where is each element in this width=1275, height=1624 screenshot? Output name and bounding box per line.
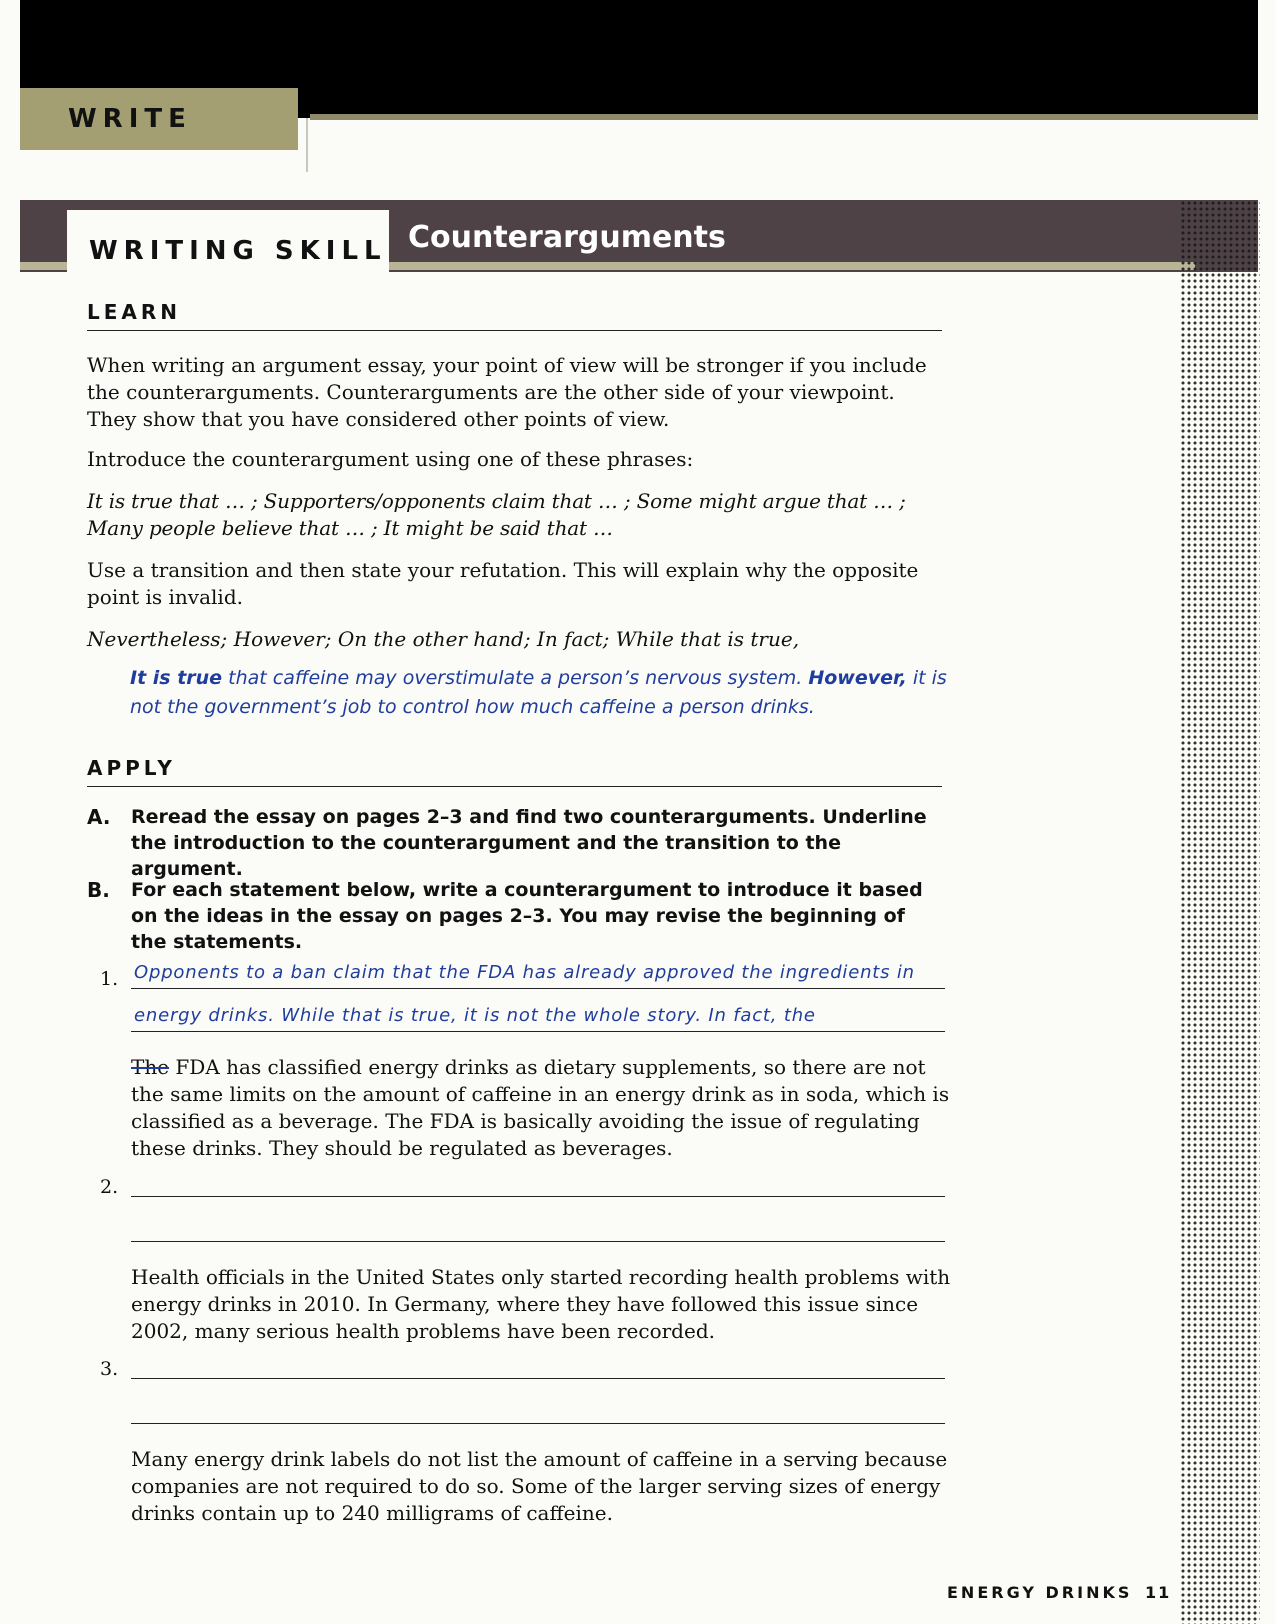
answer-line[interactable] xyxy=(131,1423,945,1424)
item-number: 2. xyxy=(100,1176,119,1198)
statement-3: Many energy drink labels do not list the amount of caffeine in a serving because companies are not required to do so. Some of the larger serving sizes of energy drinks contain up to 240 milligrams of caffeine. xyxy=(131,1447,948,1525)
skill-title: Counterarguments xyxy=(408,220,726,255)
answer-line[interactable] xyxy=(131,1241,945,1242)
answer-line[interactable] xyxy=(131,1196,945,1197)
learn-paragraph-1: When writing an argument essay, your point of view will be stronger if you include the counterarguments. Counterarguments are the other side of your viewpoint. They show that you have considered other points of view. xyxy=(87,353,927,431)
task-a-letter: A. xyxy=(87,805,111,829)
task-b-text: For each statement below, write a counterargument to introduce it based on the ideas in the essay on pages 2–3. You may revise the beginning of the statements. xyxy=(131,879,923,953)
writing-skill-tab xyxy=(67,210,389,292)
answer-line[interactable] xyxy=(131,1378,945,1379)
dot-pattern-margin xyxy=(1180,200,1260,1624)
handwritten-answer-line-1: Opponents to a ban claim that the FDA has already approved the ingredients in xyxy=(134,962,915,983)
write-tab-label: WRITE xyxy=(68,104,192,134)
learn-paragraph-3: Use a transition and then state your refutation. This will explain why the opposite point is invalid. xyxy=(87,558,919,609)
example-transition: However, xyxy=(808,667,907,689)
transition-phrases: Nevertheless; However; On the other hand; In fact; While that is true, xyxy=(87,627,800,651)
counterargument-phrases: It is true that … ; Supporters/opponents claim that … ; Some might argue that … ; Many people believe that … ; It might be said that … xyxy=(87,489,906,540)
answer-line[interactable] xyxy=(131,988,945,989)
divider xyxy=(306,118,308,172)
statement-1 xyxy=(131,1054,951,1162)
task-b-letter: B. xyxy=(87,878,110,902)
handwritten-answer-line-2: energy drinks. While that is true, it is not the whole story. In fact, the xyxy=(134,1005,816,1026)
top-band-rule xyxy=(310,114,1258,120)
example-text-2: it is not the government’s job to control how much caffeine a person drinks. xyxy=(130,667,947,718)
learn-heading: LEARN xyxy=(87,300,942,331)
page-number: 11 xyxy=(1145,1583,1172,1602)
learn-paragraph-2: Introduce the counterargument using one of these phrases: xyxy=(87,447,694,471)
answer-line[interactable] xyxy=(131,1031,945,1032)
statement-2: Health officials in the United States only started recording health problems with energy drinks in 2010. In Germany, where they have followed this issue since 2002, many serious health problems have been recorded. xyxy=(131,1265,951,1343)
example-text-1: that caffeine may overstimulate a person’s nervous system. xyxy=(222,667,809,689)
item-number: 3. xyxy=(100,1358,119,1380)
example-counterargument xyxy=(130,664,950,722)
task-a-text: Reread the essay on pages 2–3 and find two counterarguments. Underline the introduction to the counterargument and the transition to the argument. xyxy=(131,806,927,880)
item-number: 1. xyxy=(100,968,119,990)
struck-word: The xyxy=(131,1055,170,1079)
writing-skill-label: WRITING SKILL xyxy=(89,236,387,266)
footer-unit-title: ENERGY DRINKS xyxy=(947,1583,1133,1602)
write-tab xyxy=(20,88,298,150)
statement-1-text: FDA has classified energy drinks as dietary supplements, so there are not the same limits on the amount of caffeine in an energy drink as in soda, which is classified as a beverage. The FDA is basically avoiding the issue of regulating these drinks. They should be regulated as beverages. xyxy=(131,1055,950,1160)
apply-heading: APPLY xyxy=(87,756,942,787)
example-intro: It is true xyxy=(130,667,223,689)
